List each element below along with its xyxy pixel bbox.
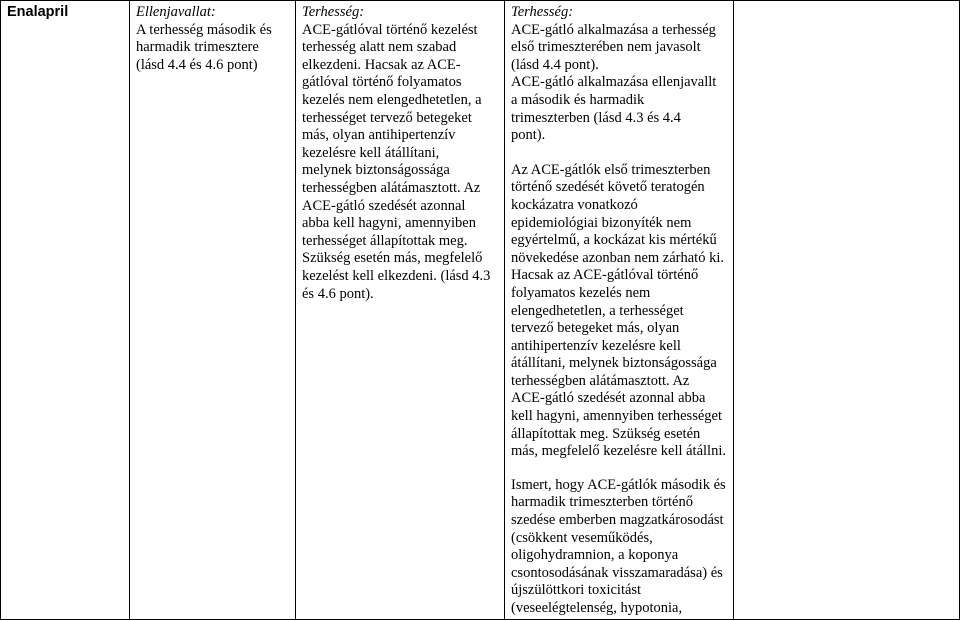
pregnancy-detail-para-3 [511,477,729,618]
pregnancy-guidance-cell [296,1,505,620]
text-line: történő szedését követő teratogén [511,179,705,196]
text-line: antihipertenzív kezelésre kell [511,337,681,354]
text-line: növekedése azonban nem zárható ki. [511,249,724,266]
text-line: abba kell hagyni, amennyiben [302,215,476,232]
text-line: elengedhetetlen, a terhességet [511,302,684,319]
text-line: (csökkent veseműködés, [511,529,653,546]
text-line: terhességben alátámasztott. Az [511,372,690,389]
text-line: ACE-gátló szedését azonnal [302,197,466,214]
text-line: elkezdeni. Hacsak az ACE- [302,56,461,73]
text-line: pont). [511,127,546,144]
pregnancy-detail-heading: Terhesség: [511,4,574,20]
text-line: trimeszterben (lásd 4.3 és 4.4 [511,109,681,126]
text-line: ACE-gátló szedését azonnal abba [511,390,706,407]
text-line: tervező betegeket más, olyan [511,320,680,337]
text-line: gátlóval történő folyamatos [302,74,462,91]
text-line: első trimeszterében nem javasolt [511,39,701,56]
text-line: kezelést kell elkezdeni. (lásd 4.3 [302,267,491,284]
contraindication-heading: Ellenjavallat: [136,4,216,20]
text-line: melynek biztonságossága [302,162,450,179]
contraindication-text [136,22,291,75]
empty-cell [734,1,960,620]
text-line: (lásd 4.4 pont). [511,56,599,73]
text-line: terhességben alátámasztott. Az [302,179,481,196]
contraindication-cell [130,1,296,620]
pregnancy-detail-para-1 [511,22,729,145]
text-line: és 4.6 pont). [302,285,374,302]
text-line: ACE-gátló alkalmazása ellenjavallt [511,74,717,91]
text-line: állapítottak meg. Szükség esetén [511,425,701,442]
drug-name-cell [1,1,130,620]
table-row [1,1,960,620]
text-line: kezelés nem elengedhetetlen, a [302,91,482,108]
text-line: kockázatra vonatkozó [511,196,638,213]
text-line: folyamatos kezelés nem [511,284,651,301]
text-line: A terhesség második és [136,21,272,38]
text-line: Hacsak az ACE-gátlóval történő [511,267,699,284]
text-line: a második és harmadik [511,91,645,108]
text-line: szedése emberben magzatkárosodást [511,512,724,529]
text-line: Az ACE-gátlók első trimeszterben [511,161,711,178]
text-line: más, megfelelő kezelésre kell átállni. [511,443,726,460]
text-line: terhességet állapítottak meg. [302,232,468,249]
text-line: újszülöttkori toxicitást [511,582,642,599]
pregnancy-guidance-text [302,22,500,304]
text-line: terhességet tervező betegeket [302,109,472,126]
pregnancy-detail-para-2 [511,162,729,461]
text-line: átállítani, melynek biztonságossága [511,355,717,372]
text-line: harmadik trimesztere [136,39,259,56]
text-line: egyértelmű, a kockázat kis mértékű [511,232,717,249]
text-line: más, olyan antihipertenzív [302,127,456,144]
text-line: (veseelégtelenség, hypotonia, [511,600,683,616]
text-line: kell hagyni, amennyiben terhességet [511,408,722,425]
text-line: ACE-gátló alkalmazása a terhesség [511,21,716,38]
text-line: terhesség alatt nem szabad [302,39,457,56]
text-line: kezelésre kell átállítani, [302,144,440,161]
text-line: Ismert, hogy ACE-gátlók második és [511,476,726,493]
drug-name: Enalapril [7,4,69,20]
text-line: ACE-gátlóval történő kezelést [302,21,478,38]
text-line: epidemiológiai bizonyíték nem [511,214,692,231]
pregnancy-detail-cell [505,1,734,620]
text-line: Szükség esetén más, megfelelő [302,250,483,267]
text-line: harmadik trimeszterben történő [511,494,693,511]
text-line: csontosodásának visszamaradása) és [511,564,723,581]
pregnancy-guidance-heading: Terhesség: [302,4,365,20]
text-line: oligohydramnion, a koponya [511,547,679,564]
text-line: (lásd 4.4 és 4.6 pont) [136,56,258,73]
